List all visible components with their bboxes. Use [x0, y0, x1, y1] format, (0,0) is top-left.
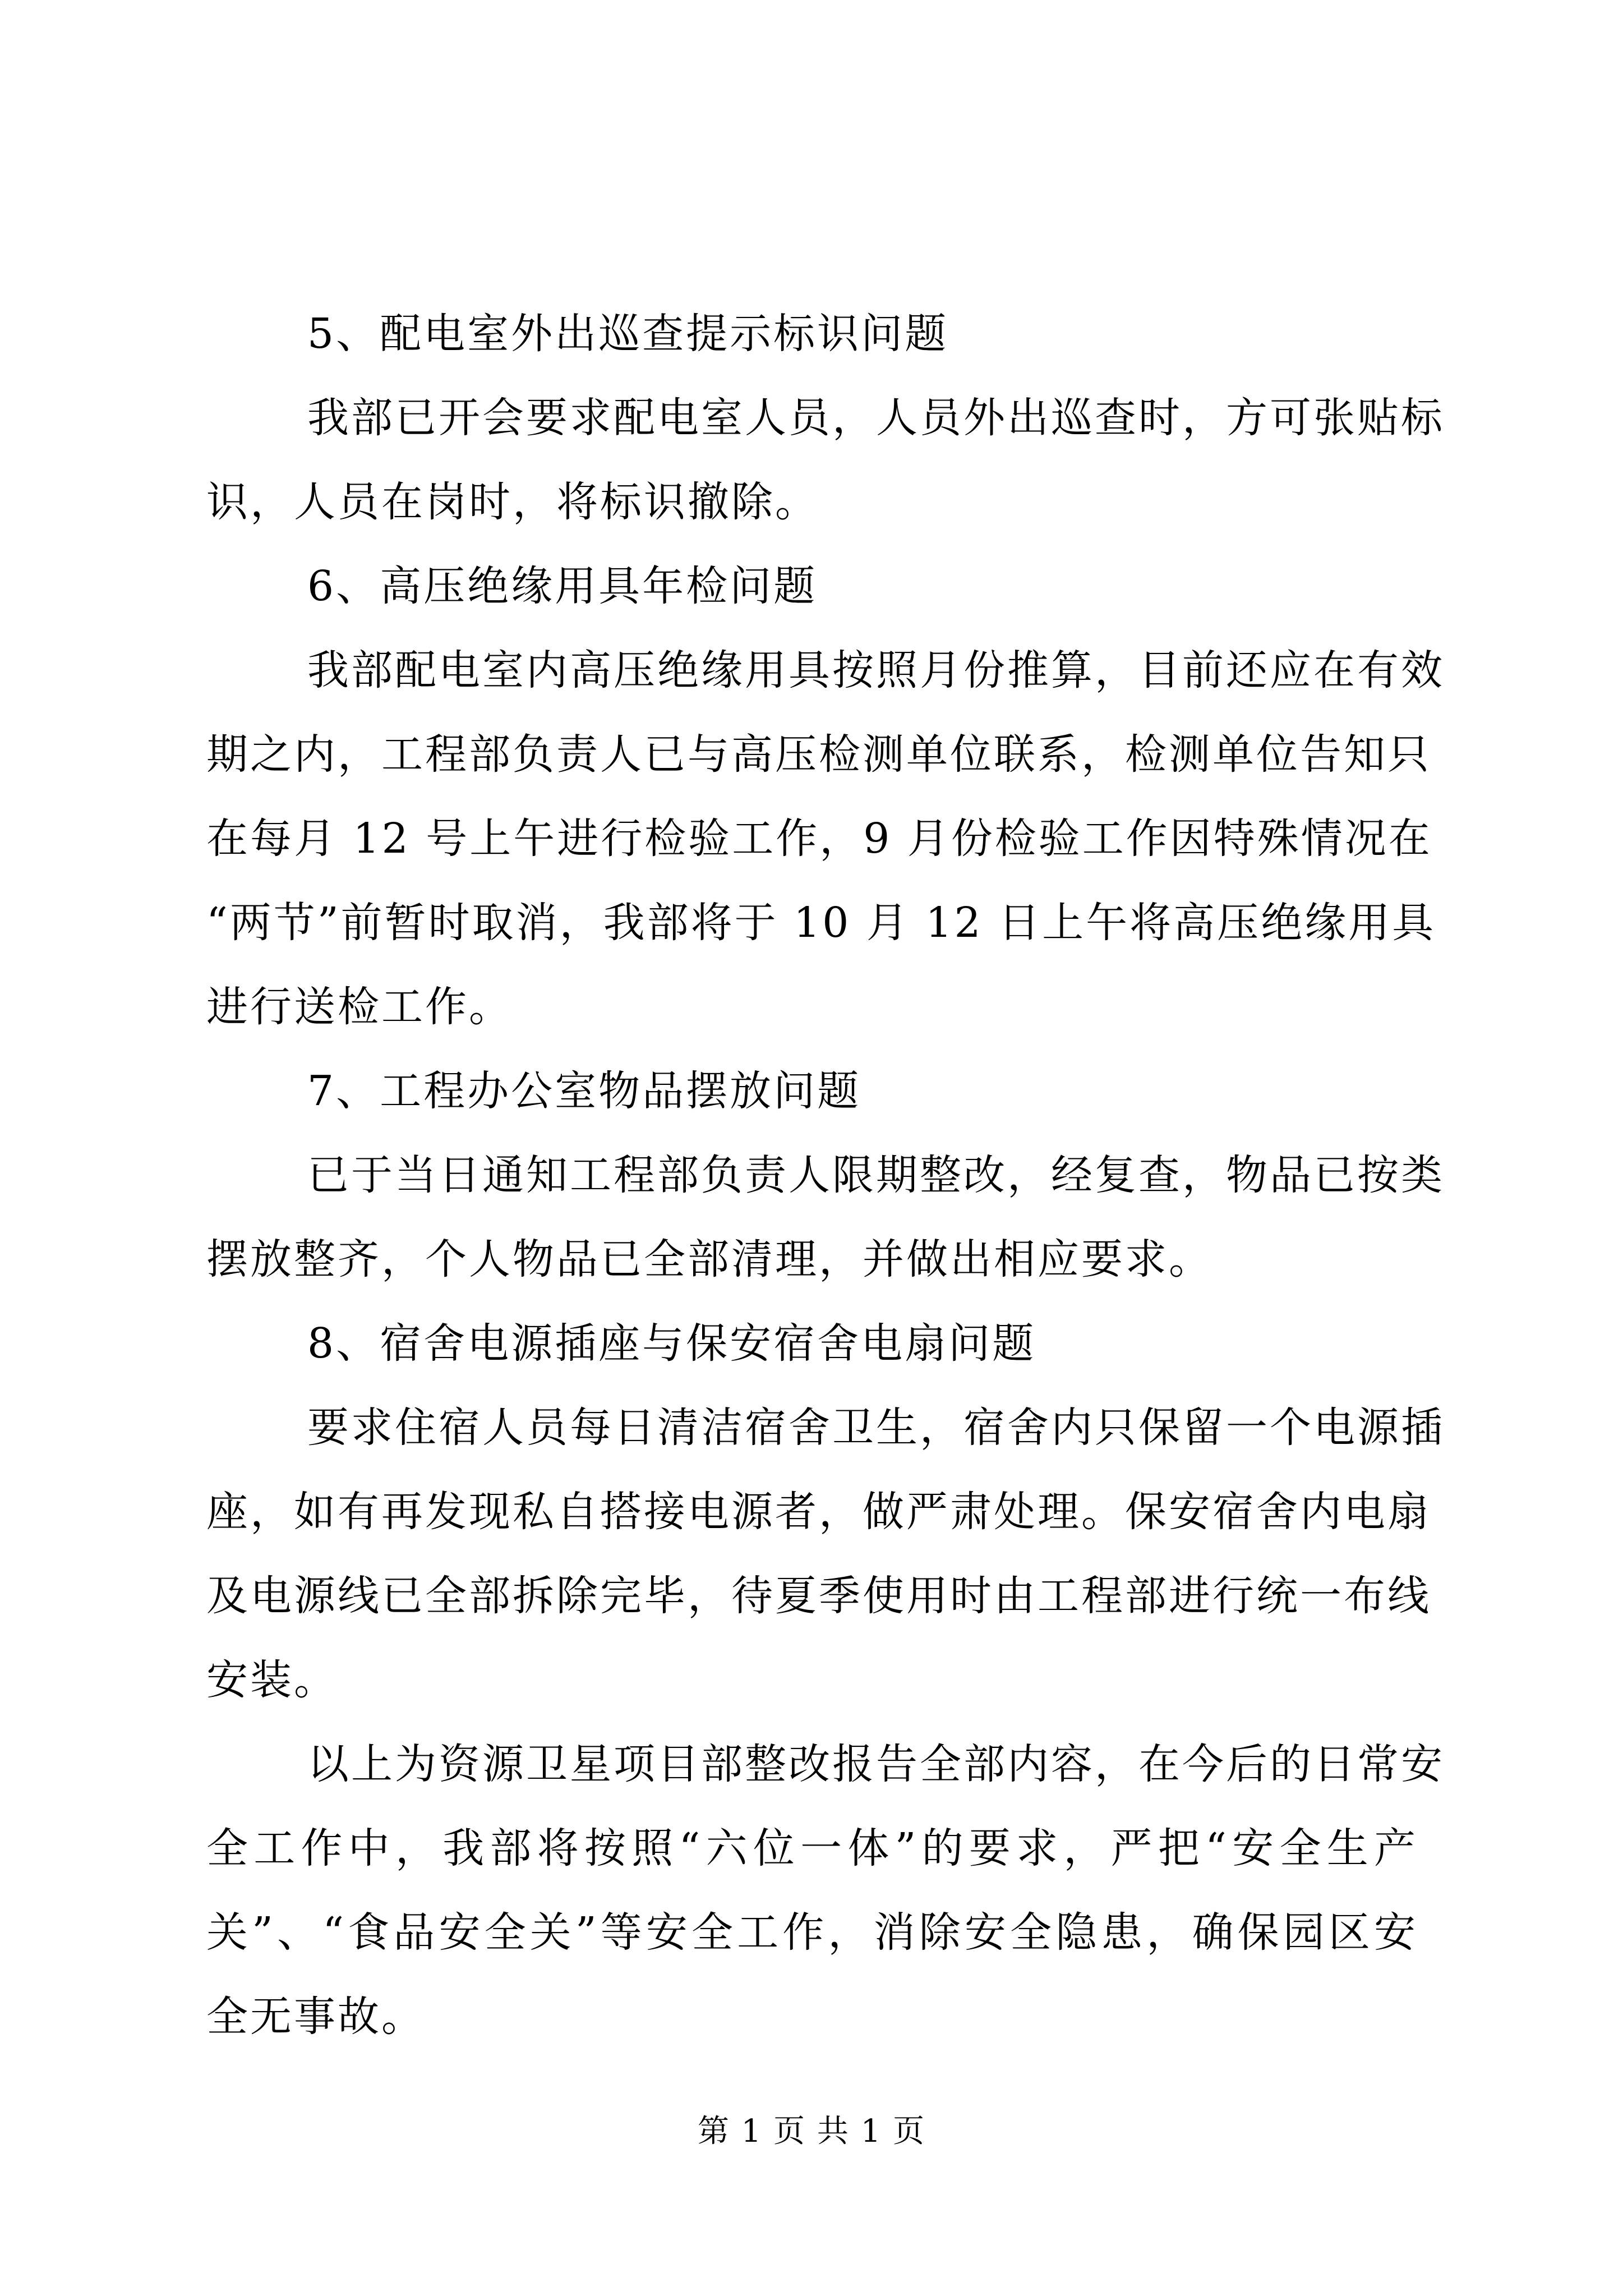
paragraph-line: 我部已开会要求配电室人员，人员外出巡查时，方可张贴标 [307, 394, 1445, 442]
paragraph-line: 识，人员在岗时，将标识撤除。 [206, 478, 819, 526]
paragraph-line: 要求住宿人员每日清洁宿舍卫生，宿舍内只保留一个电源插 [307, 1404, 1445, 1452]
paragraph-line: 关”、“食品安全关”等安全工作，消除安全隐患，确保园区安 [206, 1908, 1418, 1957]
paragraph-line: 我部配电室内高压绝缘用具按照月份推算，目前还应在有效 [307, 646, 1445, 694]
section-heading-8: 8、宿舍电源插座与保安宿舍电扇问题 [307, 1319, 1036, 1368]
paragraph-line: 已于当日通知工程部负责人限期整改，经复查，物品已按类 [307, 1151, 1445, 1199]
paragraph-line: 全工作中，我部将按照“六位一体”的要求，严把“安全生产 [206, 1824, 1418, 1872]
paragraph-line: 期之内，工程部负责人已与高压检测单位联系，检测单位告知只 [206, 730, 1431, 779]
paragraph-line: 在每月 12 号上午进行检验工作，9 月份检验工作因特殊情况在 [206, 815, 1432, 863]
paragraph-line: 座，如有再发现私自搭接电源者，做严肃处理。保安宿舍内电扇 [206, 1488, 1431, 1536]
section-heading-6: 6、高压绝缘用具年检问题 [307, 562, 818, 610]
paragraph-line: “两节”前暂时取消，我部将于 10 月 12 日上午将高压绝缘用具 [206, 899, 1436, 947]
paragraph-line: 安装。 [206, 1656, 338, 1704]
paragraph-line: 以上为资源卫星项目部整改报告全部内容，在今后的日常安 [307, 1740, 1445, 1788]
page-number-footer: 第 1 页 共 1 页 [697, 2113, 926, 2150]
paragraph-line: 全无事故。 [206, 1993, 425, 2041]
section-heading-5: 5、配电室外出巡查提示标识问题 [307, 310, 949, 358]
section-heading-7: 7、工程办公室物品摆放问题 [307, 1067, 861, 1115]
paragraph-line: 摆放整齐，个人物品已全部清理，并做出相应要求。 [206, 1235, 1212, 1283]
paragraph-line: 及电源线已全部拆除完毕，待夏季使用时由工程部进行统一布线 [206, 1572, 1431, 1620]
paragraph-line: 进行送检工作。 [206, 983, 513, 1031]
